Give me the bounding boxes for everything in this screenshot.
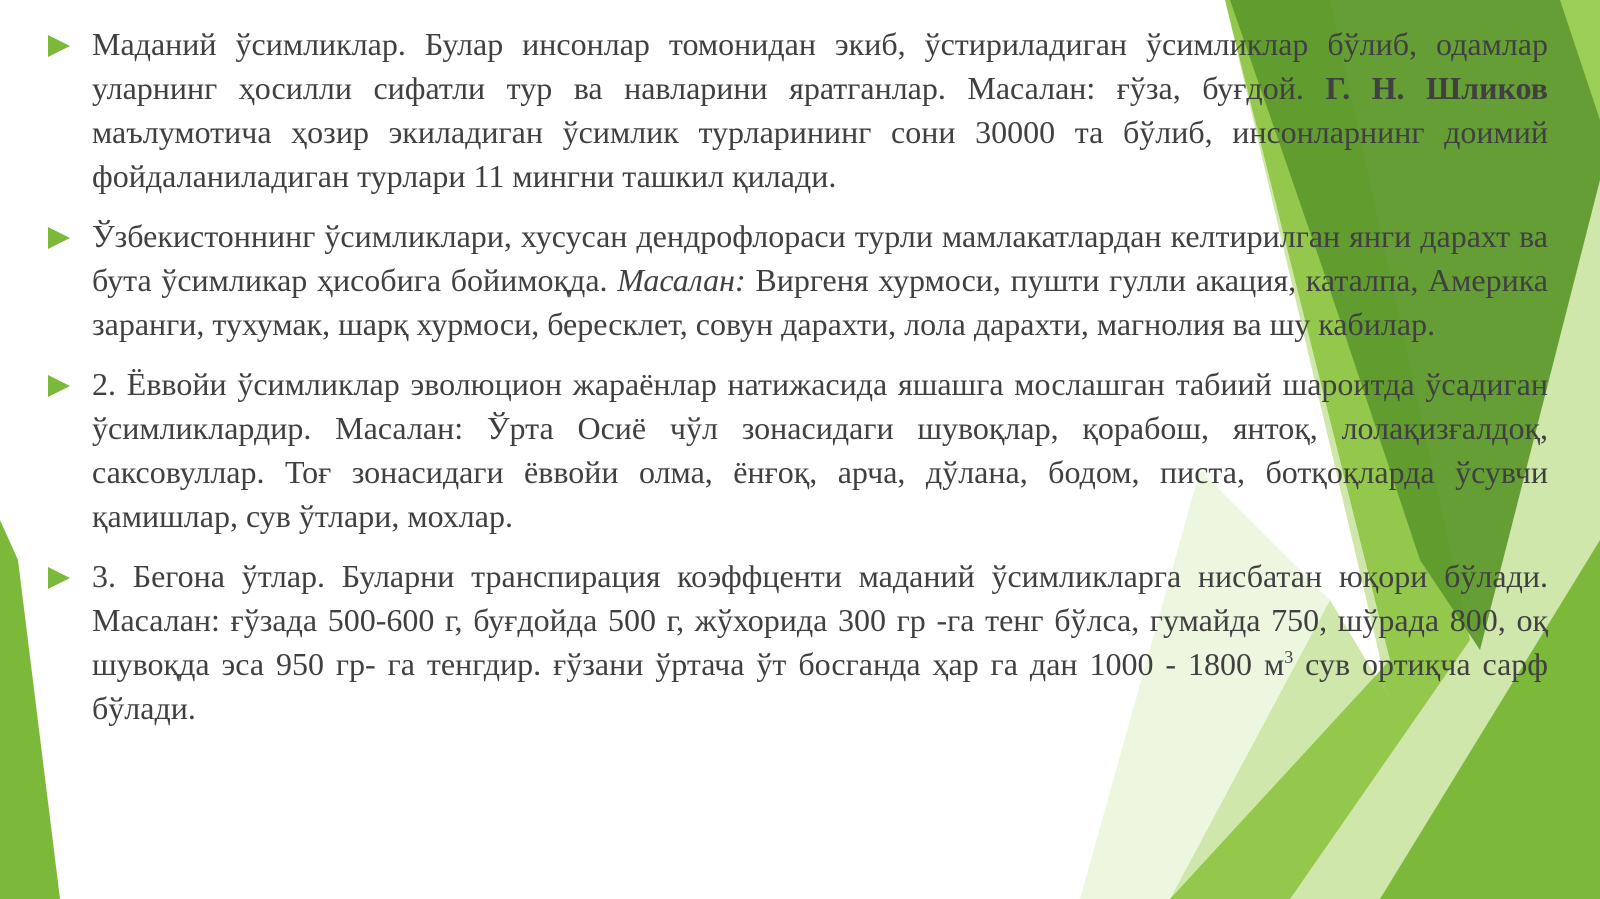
paragraph-dendroflora: [92, 214, 1548, 346]
paragraph-text: 2. Ёввойи ўсимликлар эволюцион жараёнлар натижасида яшашга мослашган табиий шароитда ўсадиган ўсимликлардир. Масалан: Ўрта Осиё чўл зонасидаги шувоқлар, қорабош, янтоқ, лолақизғалдоқ, саксовуллар. Тоғ зонасидаги ёввойи олма, ёнғоқ, арча, дўлана, бодом, писта, ботқоқларда ўсувчи қамишлар, сув ўтлари, мохлар.: [92, 366, 1548, 534]
bullet-arrow-icon: [48, 35, 70, 57]
bullet-arrow-icon: [48, 375, 70, 397]
bullet-arrow-icon: [48, 227, 70, 249]
superscript-cubic: 3: [1284, 647, 1294, 667]
bullet-arrow-icon: [48, 567, 70, 589]
paragraph-italic-example: Масалан:: [617, 262, 746, 298]
paragraph-text: 3. Бегона ўтлар. Буларни транспирация коэффценти маданий ўсимликларга нисбатан юқори бўлади. Масалан: ғўзада 500-600 г, буғдойда 500 г, жўхорида 300 гр -га тенг бўлса, гумайда 750, шўрада 800, оқ шувоқда эса 950 гр- га тенгдир. ғўзани ўртача ўт босганда ҳар га дан 1000 - 1800 м: [92, 558, 1548, 682]
bullet-item: [48, 554, 1548, 730]
bullet-item: [48, 214, 1548, 346]
paragraph-text: Маданий ўсимликлар. Булар инсонлар томонидан экиб, ўстириладиган ўсимликлар бўлиб, одамлар уларнинг ҳосилли сифатли тур ва навларини яратганлар. Масалан: ғўза, буғдой.: [92, 26, 1548, 106]
bullet-item: [48, 362, 1548, 538]
paragraph-text: Ўзбекистоннинг ўсимликлари, хусусан дендрофлораси турли мамлакатлардан келтирилган янги дарахт ва бута ўсимликар ҳисобига бойимоқда.: [92, 218, 1548, 298]
paragraph-weeds: [92, 554, 1548, 730]
paragraph-bold-author: Г. Н. Шликов: [1325, 70, 1549, 106]
paragraph-text: маълумотича ҳозир экиладиган ўсимлик турларининг сони 30000 та бўлиб, инсонларнинг доимий фойдаланиладиган турлари 11 мингни ташкил қилади.: [92, 114, 1548, 194]
slide-content: [48, 22, 1548, 746]
paragraph-wild-plants: [92, 362, 1548, 538]
paragraph-cultivated-plants: [92, 22, 1548, 198]
paragraph-text: сув ортиқча сарф бўлади.: [92, 646, 1549, 726]
paragraph-text: Виргеня хурмоси, пушти гулли акация, каталпа, Америка заранги, тухумак, шарқ хурмоси, бересклет, совун дарахти, лола дарахти, магнолия ва шу кабилар.: [92, 262, 1548, 342]
bullet-item: [48, 22, 1548, 198]
